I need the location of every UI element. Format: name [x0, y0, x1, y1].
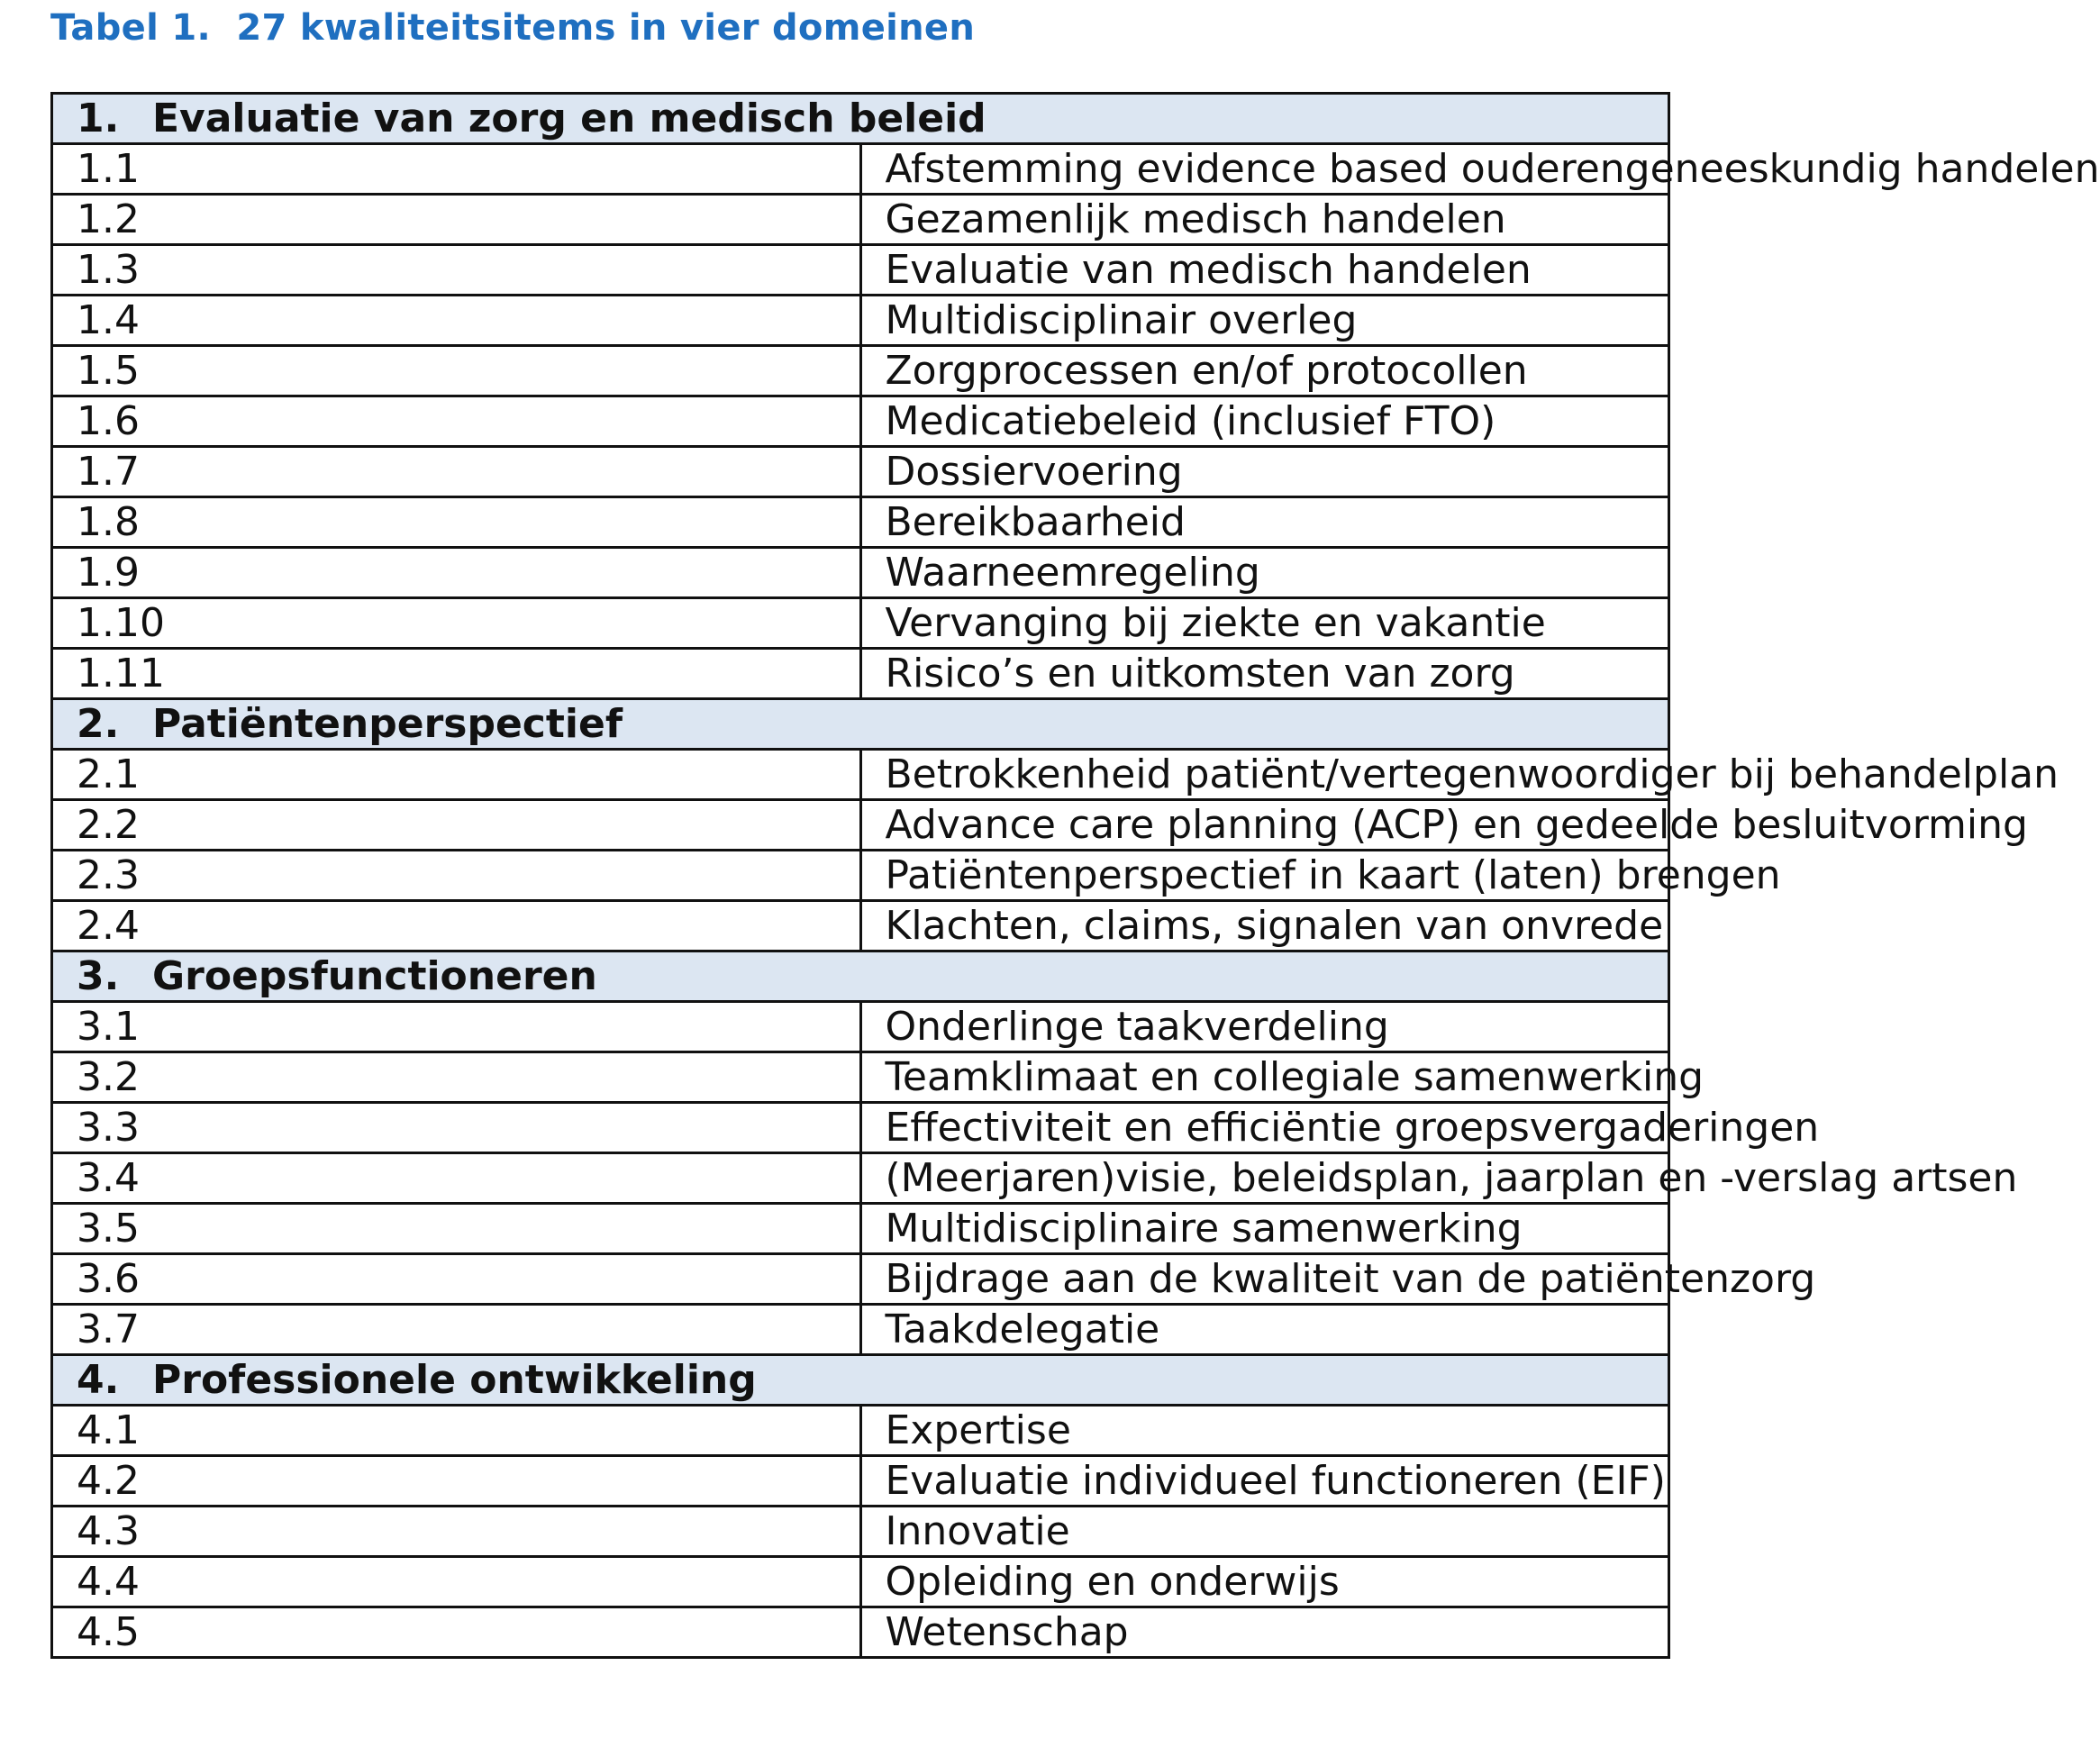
table-row: [52, 1153, 1669, 1204]
item-text: Advance care planning (ACP) en gedeelde besluitvorming: [860, 800, 1669, 851]
item-text: Zorgprocessen en/of protocollen: [860, 346, 1669, 396]
table-row: [52, 548, 1669, 598]
item-text: Waarneemregeling: [860, 548, 1669, 598]
item-number: 1.10: [52, 598, 861, 649]
item-number: 1.6: [52, 396, 861, 447]
item-number: 4.4: [52, 1557, 861, 1607]
item-text: Taakdelegatie: [860, 1305, 1669, 1355]
domain-header-row: [52, 94, 1669, 144]
table-row: [52, 1305, 1669, 1355]
table-row: [52, 1456, 1669, 1507]
domain-header-cell: [52, 951, 1669, 1002]
item-text: Dossiervoering: [860, 447, 1669, 497]
item-number: 3.5: [52, 1204, 861, 1254]
item-text: Patiëntenperspectief in kaart (laten) brengen: [860, 851, 1669, 901]
table-row: [52, 346, 1669, 396]
item-number: 2.1: [52, 750, 861, 800]
item-number: 2.4: [52, 901, 861, 951]
item-number: 1.11: [52, 649, 861, 699]
domain-label: Patiëntenperspectief: [152, 701, 623, 747]
item-text: Onderlinge taakverdeling: [860, 1002, 1669, 1052]
item-number: 1.4: [52, 296, 861, 346]
table-row: [52, 245, 1669, 296]
item-text: Risico’s en uitkomsten van zorg: [860, 649, 1669, 699]
item-number: 2.3: [52, 851, 861, 901]
item-number: 1.1: [52, 144, 861, 195]
table-row: [52, 296, 1669, 346]
item-text: Bereikbaarheid: [860, 497, 1669, 548]
item-number: 1.7: [52, 447, 861, 497]
domain-header-cell: [52, 94, 1669, 144]
table-row: [52, 1557, 1669, 1607]
quality-items-table: [50, 92, 2100, 1659]
table-row: [52, 1052, 1669, 1103]
table-row: [52, 396, 1669, 447]
item-text: Betrokkenheid patiënt/vertegenwoordiger bij behandelplan: [860, 750, 1669, 800]
item-number: 4.1: [52, 1406, 861, 1456]
table-row: [52, 800, 1669, 851]
item-number: 1.5: [52, 346, 861, 396]
table-row: [52, 901, 1669, 951]
item-number: 3.6: [52, 1254, 861, 1305]
domain-number: 1.: [77, 96, 120, 141]
domain-label: Professionele ontwikkeling: [152, 1357, 757, 1403]
item-text: Innovatie: [860, 1507, 1669, 1557]
table-row: [52, 750, 1669, 800]
table-title: Tabel 1. 27 kwaliteitsitems in vier domeinen: [50, 7, 976, 49]
table-row: [52, 851, 1669, 901]
item-text: Medicatiebeleid (inclusief FTO): [860, 396, 1669, 447]
item-number: 3.2: [52, 1052, 861, 1103]
table-row: [52, 497, 1669, 548]
item-text: Effectiviteit en efficiëntie groepsvergaderingen: [860, 1103, 1669, 1153]
item-text: Multidisciplinair overleg: [860, 296, 1669, 346]
domain-label: Groepsfunctioneren: [152, 953, 597, 999]
domain-number: 4.: [77, 1357, 120, 1403]
table-row: [52, 1406, 1669, 1456]
domain-header-row: [52, 1355, 1669, 1406]
table-row: [52, 1103, 1669, 1153]
table-row: [52, 598, 1669, 649]
table-row: [52, 144, 1669, 195]
table-row: [52, 1002, 1669, 1052]
item-number: 1.3: [52, 245, 861, 296]
item-text: Opleiding en onderwijs: [860, 1557, 1669, 1607]
domain-number: 3.: [77, 953, 120, 999]
table-row: [52, 1254, 1669, 1305]
item-text: Bijdrage aan de kwaliteit van de patiëntenzorg: [860, 1254, 1669, 1305]
domain-header-row: [52, 951, 1669, 1002]
item-number: 3.3: [52, 1103, 861, 1153]
item-text: Teamklimaat en collegiale samenwerking: [860, 1052, 1669, 1103]
item-number: 4.5: [52, 1607, 861, 1658]
item-text: Expertise: [860, 1406, 1669, 1456]
item-number: 4.2: [52, 1456, 861, 1507]
table-row: [52, 195, 1669, 245]
item-text: Afstemming evidence based ouderengeneeskundig handelen: [860, 144, 1669, 195]
domain-number: 2.: [77, 701, 120, 747]
domain-header-cell: [52, 699, 1669, 750]
table-body: [52, 94, 2100, 1658]
item-text: Multidisciplinaire samenwerking: [860, 1204, 1669, 1254]
table-row: [52, 447, 1669, 497]
domain-header-cell: [52, 1355, 1669, 1406]
item-text: Gezamenlijk medisch handelen: [860, 195, 1669, 245]
table-row: [52, 649, 1669, 699]
domain-header-row: [52, 699, 1669, 750]
item-number: 1.2: [52, 195, 861, 245]
item-number: 1.8: [52, 497, 861, 548]
item-number: 3.1: [52, 1002, 861, 1052]
item-number: 4.3: [52, 1507, 861, 1557]
item-text: Wetenschap: [860, 1607, 1669, 1658]
table-row: [52, 1204, 1669, 1254]
item-number: 2.2: [52, 800, 861, 851]
domain-label: Evaluatie van zorg en medisch beleid: [152, 96, 986, 141]
item-text: Vervanging bij ziekte en vakantie: [860, 598, 1669, 649]
table-row: [52, 1607, 1669, 1658]
item-text: Evaluatie individueel functioneren (EIF): [860, 1456, 1669, 1507]
item-text: Evaluatie van medisch handelen: [860, 245, 1669, 296]
table-row: [52, 1507, 1669, 1557]
item-number: 3.4: [52, 1153, 861, 1204]
item-text: (Meerjaren)visie, beleidsplan, jaarplan en -verslag artsen: [860, 1153, 1669, 1204]
item-number: 3.7: [52, 1305, 861, 1355]
item-number: 1.9: [52, 548, 861, 598]
item-text: Klachten, claims, signalen van onvrede: [860, 901, 1669, 951]
